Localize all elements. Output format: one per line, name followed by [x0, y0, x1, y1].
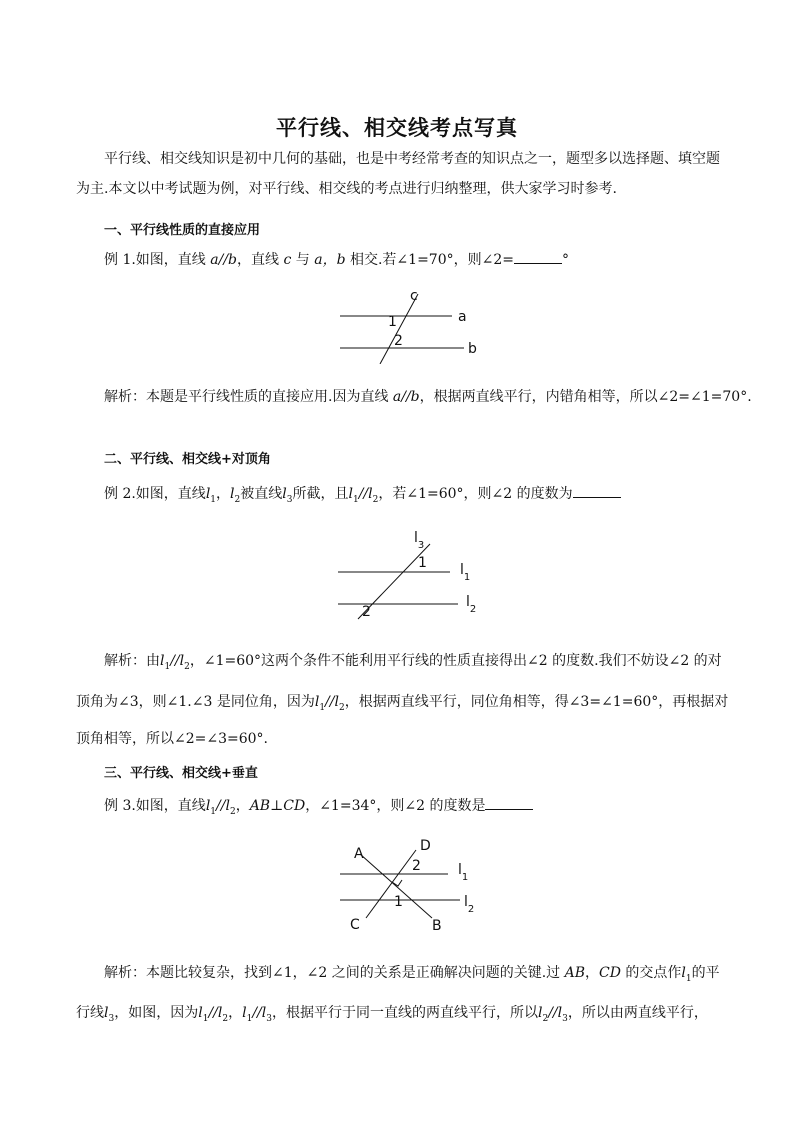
label-D: D [420, 838, 431, 854]
example-3: 例 3.如图，直线$l_1//l_2$，AB⊥CD，∠1=34°，则∠2 的度数是 [104, 795, 533, 817]
angle-1-label: 1 [388, 314, 397, 330]
answer-blank [514, 249, 562, 264]
analysis-2-line-2: 顶角为∠3，则∠1.∠3 是同位角，因为$l_1//l_2$，根据两直线平行，同位角相等，得∠3=∠1=60°，再根据对 [76, 694, 729, 713]
figure-1 [330, 284, 490, 364]
label-l1: $l_1$ [458, 862, 469, 883]
line-c [380, 294, 418, 364]
angle-1-label: 1 [418, 555, 427, 571]
label-l1: $l_1$ [460, 562, 471, 583]
label-A: A [354, 846, 364, 862]
figure-3 [330, 834, 490, 938]
example-2: 例 2.如图，直线$l_1$，$l_2$被直线$l_3$所截，且$l_1//l_2$，若∠1=60°，则∠2 的度数为 [104, 483, 621, 505]
section-3-heading: 三、平行线、相交线+垂直 [104, 766, 258, 781]
label-l2: $l_2$ [464, 894, 475, 915]
angle-1-label: 1 [394, 894, 403, 910]
answer-blank [485, 795, 533, 810]
angle-2-label: 2 [362, 604, 371, 620]
answer-blank [573, 483, 621, 498]
label-c: c [410, 288, 418, 304]
angle-2-label: 2 [394, 333, 403, 349]
analysis-3-line-2: 行线$l_3$，如图，因为$l_1//l_2$，$l_1//l_3$，根据平行于同一直线的两直线平行，所以$l_2//l_3$，所以由两直线平行， [76, 1005, 708, 1024]
label-b: b [468, 341, 477, 357]
analysis-2-line-1: 解析：由$l_1//l_2$，∠1=60°这两个条件不能利用平行线的性质直接得出∠2 的度数.我们不妨设∠2 的对 [104, 653, 722, 672]
label-B: B [432, 918, 442, 934]
section-1-heading: 一、平行线性质的直接应用 [104, 223, 261, 238]
label-l3: $l_3$ [414, 530, 425, 551]
analysis-3-line-1: 解析：本题比较复杂，找到∠1，∠2 之间的关系是正确解决问题的关键.过 AB，CD 的交点作$l_1$的平 [104, 965, 720, 984]
page-title: 平行线、相交线考点写真 [276, 116, 518, 140]
label-C: C [350, 917, 360, 933]
figure-2 [330, 524, 490, 624]
label-a: a [458, 309, 467, 325]
analysis-2-line-3: 顶角相等，所以∠2=∠3=60°. [76, 731, 269, 747]
line-CD [366, 850, 416, 918]
intro-paragraph: 平行线、相交线知识是初中几何的基础，也是中考经常考查的知识点之一，题型多以选择题、填空题为主.本文以中考试题为例，对平行线、相交线的考点进行归纳整理，供大家学习时参考. [76, 151, 720, 197]
label-l2: $l_2$ [466, 594, 477, 615]
angle-2-label: 2 [412, 858, 421, 874]
example-1: 例 1.如图，直线 a//b，直线 c 与 a，b 相交.若∠1=70°，则∠2= ° [104, 249, 569, 269]
analysis-1-tail: ，根据两直线平行，内错角相等，所以∠2=∠1=70°. [419, 389, 752, 405]
section-2-heading: 二、平行线、相交线+对顶角 [104, 452, 271, 467]
analysis-1-line-1: 解析：本题是平行线性质的直接应用.因为直线 a//b，根据两直线平行，内错角相等，所以∠2=∠1=70°. [104, 389, 752, 405]
